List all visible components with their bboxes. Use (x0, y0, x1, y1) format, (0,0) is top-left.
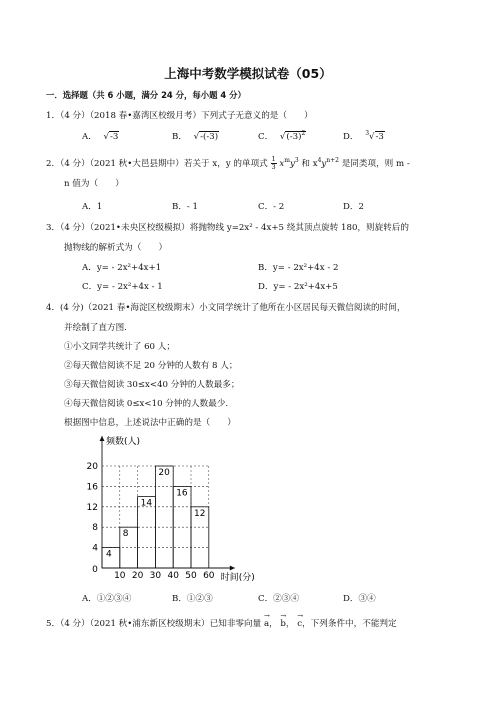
q4-option-c: C．②③④ (258, 594, 299, 604)
origin-label: 0 (92, 565, 98, 575)
bar-label: 14 (140, 498, 153, 509)
q2-option-a: A．1 (82, 202, 103, 212)
bar-label: 12 (194, 508, 206, 519)
q1-option-a: A． √-3 (82, 132, 119, 142)
y-axis-label: 频数(人) (106, 437, 141, 447)
q2-option-b: B．- 1 (172, 202, 199, 212)
q4-option-a: A．①②③④ (82, 594, 132, 604)
q1-option-d: D． $^3$√-3 (343, 130, 384, 142)
bar-label: 4 (106, 549, 112, 560)
q3-option-d: D．y= - 2x²+4x+5 (258, 282, 338, 292)
q2-option-c: C．- 2 (258, 202, 285, 212)
x-tick-label: 10 (114, 571, 126, 581)
q2-line2: n 值为（ ） (64, 179, 124, 189)
page-title: 上海中考数学模拟试卷（05） (164, 66, 332, 81)
y-tick-label: 12 (86, 502, 98, 513)
section-title: 一．选择题（共 6 小题，满分 24 分，每小题 4 分） (46, 90, 246, 100)
bar-label: 16 (176, 488, 188, 499)
q2-option-d: D．2 (343, 202, 364, 212)
q4-statement-4: ④每天微信阅读 0≤x<10 分钟的人数最少. (64, 399, 229, 409)
x-tick-label: 20 (131, 571, 144, 581)
x-tick-label: 60 (203, 571, 215, 581)
y-tick-label: 20 (86, 462, 98, 472)
q4-line2: 并绘制了直方图. (64, 323, 127, 333)
vector-c: → c (297, 619, 302, 629)
q4-statement-2: ②每天微信阅读不足 20 分钟的人数有 8 人； (64, 361, 238, 371)
x-axis-label: 时间(分) (220, 573, 255, 582)
q4-statement-3: ③每天微信阅读 30≤x<40 分钟的人数最多； (64, 380, 240, 390)
q3-option-b: B．y= - 2x²+4x - 2 (258, 263, 339, 273)
y-tick-label: 16 (86, 482, 98, 493)
q2-stem: 2．（4 分）（2021 秋•大邑县期中）若关于 x，y 的单项式 $\frac{1}{3}$ $x^my^3$ 和 $x^4y^{n+2}$ 是同类项，则 m - (46, 155, 410, 171)
q4-statement-1: ①小文同学共统计了 60 人； (64, 342, 175, 352)
q2-fraction: $\frac{1}{3}$ (271, 155, 276, 171)
bar-label: 20 (158, 468, 170, 478)
q3-option-c: C．y= - 2x²+4x - 1 (82, 282, 163, 292)
q1-option-b: B． √-(-3) (172, 132, 219, 142)
histogram-bar (155, 466, 173, 568)
vector-b: → b (280, 619, 286, 629)
q3-line2: 抛物线的解析式为（ ） (64, 243, 168, 253)
q4-line1: 4．(4 分)（2021 春•海淀区校级期末）小文同学统计了他所在小区居民每天微信阅读的时间， (46, 303, 406, 313)
y-tick-label: 8 (92, 523, 98, 534)
x-tick-label: 50 (185, 571, 197, 581)
q4-question: 根据图中信息，上述说法中正确的是（ ） (64, 418, 236, 428)
q3-option-a: A．y= - 2x²+4x+1 (82, 263, 162, 273)
x-axis-arrow (230, 566, 235, 571)
q4-option-b: B．①②③ (172, 594, 213, 604)
x-tick-label: 30 (149, 571, 162, 581)
x-tick-label: 40 (167, 571, 179, 581)
histogram-chart (70, 432, 300, 582)
q5-line1: 5．（4 分）（2021 秋•浦东新区校级期末）已知非零向量 → a， → b， → c，下列条件中，不能判定 (46, 617, 397, 629)
y-tick-label: 4 (92, 543, 98, 554)
q4-option-d: D．③④ (343, 594, 376, 604)
q3-line1: 3．（4 分）（2021•未央区校级模拟）将抛物线 y=2x² - 4x+5 绕其顶点旋转 180，则旋转后的 (46, 223, 409, 233)
q1-option-c: C． $√(-3)^2$ (258, 130, 306, 142)
bar-label: 8 (122, 529, 129, 540)
q1-stem: 1．（4 分）（2018 春•嘉湾区校级月考）下列式子无意义的是（ ） (46, 111, 313, 121)
vector-a: → a (264, 619, 269, 629)
y-axis-arrow (100, 436, 105, 441)
